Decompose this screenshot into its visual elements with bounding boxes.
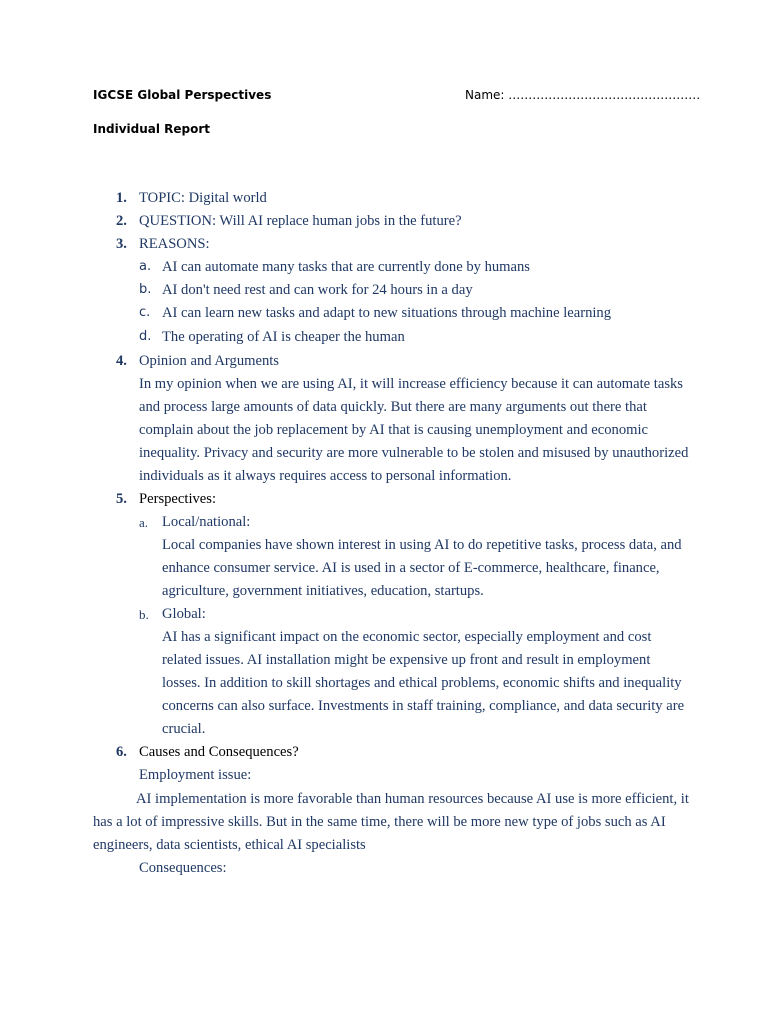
item-number: 5. [116,491,127,507]
causes-line: has a lot of impressive skills. But in the same time, there will be more new type of jobs such as AI [93,814,666,830]
local-line: Local companies have shown interest in using AI to do repetitive tasks, process data, and [162,537,682,553]
question-line: QUESTION: Will AI replace human jobs in the future? [139,213,462,229]
opinion-line: In my opinion when we are using AI, it will increase efficiency because it can automate tasks [139,376,683,392]
employment-heading: Employment issue: [139,767,252,783]
local-heading: Local/national: [162,514,251,530]
item-number: 1. [116,190,127,206]
consequences-heading: Consequences: [139,860,227,876]
reason-text: The operating of AI is cheaper the human [162,329,405,345]
reason-text: AI don't need rest and can work for 24 hours in a day [162,282,473,298]
opinion-heading: Opinion and Arguments [139,353,279,369]
item-number: 6. [116,744,127,760]
opinion-line: complain about the job replacement by AI that is causing unemployment and economic [139,422,649,438]
causes-line: AI implementation is more favorable than human resources because AI use is more efficient, it [136,791,689,807]
reason-letter: b. [139,282,152,297]
perspectives-heading: Perspectives: [139,491,217,507]
opinion-line: individuals as it always requires access to personal information. [139,468,512,484]
global-line: losses. In addition to skill shortages and ethical problems, economic shifts and inequality [162,675,682,691]
global-line: concerns can also surface. Investments in staff training, compliance, and data security are [162,698,685,714]
perspective-letter: b. [139,607,149,622]
global-heading: Global: [162,606,206,622]
opinion-line: and process large amounts of data quickly. But there are many arguments out there that [139,399,647,415]
reason-text: AI can learn new tasks and adapt to new situations through machine learning [162,305,612,321]
item-number: 2. [116,213,127,229]
causes-line: engineers, data scientists, ethical AI specialists [93,837,366,853]
reason-letter: a. [139,259,152,274]
global-line: crucial. [162,721,206,737]
item-number: 4. [116,353,127,369]
course-title: IGCSE Global Perspectives [93,88,272,102]
global-line: AI has a significant impact on the economic sector, especially employment and cost [162,629,652,645]
name-field: Name: ………………………………………… [465,88,701,102]
topic-line: TOPIC: Digital world [139,190,267,206]
item-number: 3. [116,236,127,252]
local-line: agriculture, government initiatives, education, startups. [162,583,484,599]
reason-text: AI can automate many tasks that are currently done by humans [162,259,530,275]
local-line: enhance consumer service. AI is used in a sector of E-commerce, healthcare, finance, [162,560,660,576]
opinion-line: inequality. Privacy and security are more vulnerable to be stolen and misused by unauthorized [139,445,689,461]
report-type: Individual Report [93,122,211,136]
reasons-heading: REASONS: [139,236,210,252]
perspective-letter: a. [139,515,149,530]
reason-letter: d. [139,329,152,344]
causes-heading: Causes and Consequences? [139,744,299,760]
reason-letter: c. [139,305,151,320]
global-line: related issues. AI installation might be expensive up front and result in employment [162,652,651,668]
